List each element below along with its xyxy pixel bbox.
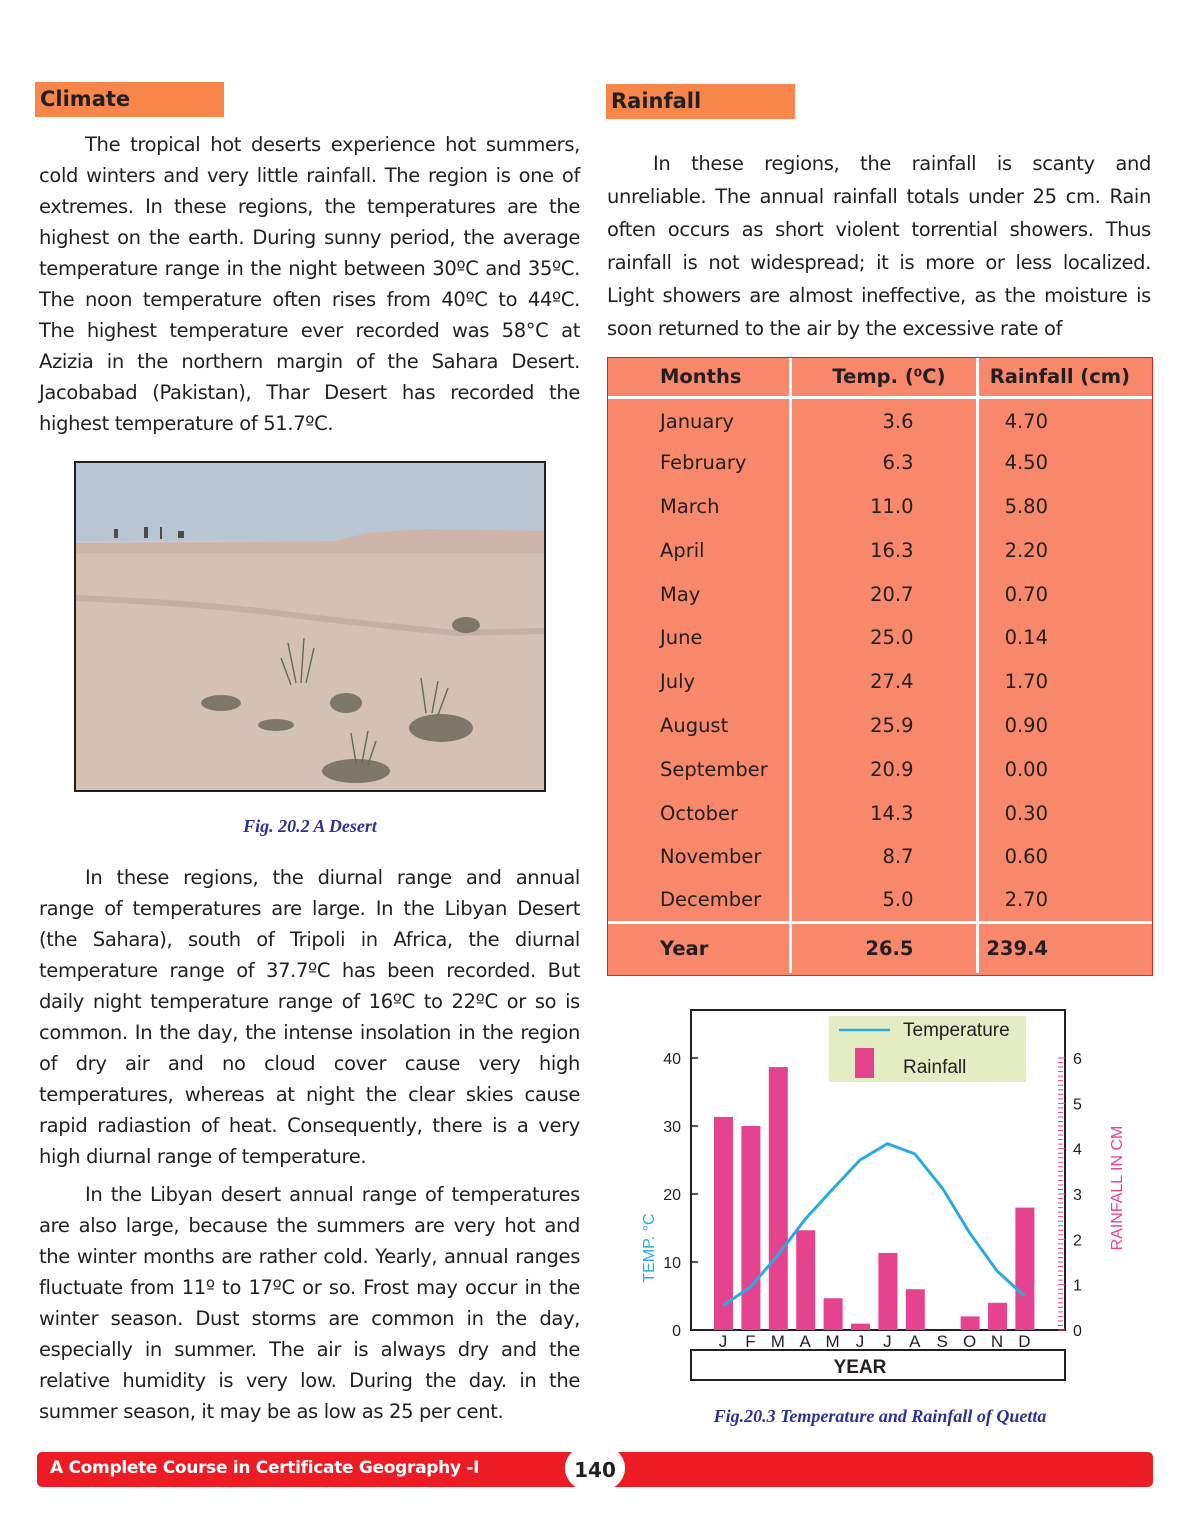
table-row (608, 441, 1152, 485)
table-total-row (608, 923, 1152, 973)
x-tick-label: D (1018, 1332, 1031, 1351)
y2-axis-label: RAINFALL IN CM (1109, 1125, 1126, 1251)
table-row (608, 397, 1152, 441)
rainfall-bar (796, 1230, 815, 1330)
month-cell: October (608, 791, 790, 835)
month-cell: September (608, 747, 790, 791)
y2-tick-label: 5 (1073, 1096, 1082, 1114)
y2-tick-label: 3 (1073, 1187, 1082, 1204)
rainfall-cell: 2.20 (1004, 538, 1048, 562)
y-tick-label: 0 (672, 1323, 681, 1340)
month-cell: July (608, 660, 790, 704)
rainfall-bar (851, 1324, 870, 1330)
month-cell: March (608, 485, 790, 529)
y2-tick-label: 2 (1073, 1232, 1082, 1250)
temp-cell: 25.0 (790, 616, 977, 660)
y2-tick-label: 1 (1073, 1277, 1082, 1295)
rainfall-cell: 2.70 (1004, 888, 1048, 912)
rainfall-bar (714, 1117, 733, 1330)
x-tick-label: F (745, 1332, 756, 1351)
total-label: Year (608, 923, 790, 973)
x-tick-label: A (909, 1332, 921, 1351)
rainfall-bar (878, 1253, 897, 1330)
rainfall-cell: 0.60 (1004, 845, 1048, 869)
rainfall-bar (1015, 1208, 1034, 1330)
diurnal-range-paragraph: In these regions, the diurnal range and annual range of temperatures are large. In the Libyan Desert (the Sahara), south of Tripoli in Africa, the diurnal temperature range of 37.7ºC has been recorded. But daily night temperature range of 16ºC to 22ºC or so is common. In the day, the intense insolation in the region of dry air and no cloud cover cause very high temperatures, whereas at night the clear skies cause rapid radiastion of heat. Consequently, there is a very high diurnal range of temperature. (39, 866, 580, 1168)
total-rainfall: 239.4 (986, 936, 1048, 960)
month-cell: May (608, 572, 790, 616)
rainfall-heading: Rainfall (606, 84, 795, 119)
table-row (608, 879, 1152, 923)
x-tick-label: J (883, 1332, 892, 1351)
temp-cell: 20.9 (790, 747, 977, 791)
y-tick-label: 10 (663, 1255, 681, 1272)
table-row (608, 704, 1152, 748)
y2-tick-label: 4 (1073, 1141, 1082, 1159)
x-tick-label: A (799, 1332, 811, 1351)
page-footer (37, 1452, 1153, 1487)
rainfall-cell: 0.90 (1004, 713, 1048, 737)
rainfall-cell: 5.80 (1004, 494, 1048, 518)
y2-tick-label: 6 (1073, 1051, 1082, 1068)
table-row (608, 835, 1152, 879)
month-cell: November (608, 835, 790, 879)
month-cell: April (608, 528, 790, 572)
rainfall-bar (824, 1298, 843, 1330)
total-temp: 26.5 (790, 923, 977, 973)
table-row (608, 572, 1152, 616)
x-axis-label: YEAR (833, 1357, 887, 1378)
page-number: 140 (565, 1443, 625, 1493)
temperature-line (723, 1144, 1024, 1306)
table-header-row (608, 358, 1152, 397)
y-tick-label: 30 (663, 1119, 681, 1136)
climate-data-table (607, 357, 1153, 976)
x-tick-label: J (718, 1332, 728, 1351)
rainfall-cell: 0.14 (1004, 626, 1048, 650)
table-row (608, 528, 1152, 572)
table-row (608, 485, 1152, 529)
rainfall-bar (906, 1289, 925, 1330)
x-tick-label: N (990, 1332, 1004, 1351)
rainfall-cell: 0.30 (1004, 801, 1048, 825)
table-row (608, 791, 1152, 835)
temp-cell: 3.6 (790, 397, 977, 441)
x-tick-label: M (770, 1332, 785, 1351)
climate-heading: Climate (35, 82, 224, 117)
climate-paragraph: The tropical hot deserts experience hot summers, cold winters and very little rainfall. The region is one of extremes. In these regions, the temperatures are the highest on the earth. During sunny period, the average temperature range in the night between 30ºC and 35ºC. The noon temperature often rises from 40ºC to 44ºC. The highest temperature ever recorded was 58°C at Azizia in the northern margin of the Sahara Desert. Jacobabad (Pakistan), Thar Desert has recorded the highest temperature of 51.7ºC. (39, 133, 580, 435)
rainfall-bar (741, 1126, 760, 1330)
y-axis-label: TEMP. °C (641, 1213, 658, 1283)
temp-cell: 20.7 (790, 572, 977, 616)
month-cell: December (608, 879, 790, 923)
temp-cell: 6.3 (790, 441, 977, 485)
y-tick-label: 20 (663, 1187, 681, 1204)
y-tick-label: 40 (663, 1051, 681, 1068)
table-row (608, 616, 1152, 660)
month-cell: August (608, 704, 790, 748)
rainfall-paragraph: In these regions, the rainfall is scanty and unreliable. The annual rainfall totals under 25 cm. Rain often occurs as short violent torrential showers. Thus rainfall is not widespread; it is more or less localized. Light showers are almost ineffective, as the moisture is soon returned to the air by the excessive rate of (607, 152, 1151, 340)
temp-cell: 5.0 (790, 879, 977, 923)
x-tick-label: O (962, 1332, 977, 1351)
month-cell: January (608, 397, 790, 441)
rainfall-bar (769, 1067, 788, 1330)
legend-rainfall-icon (855, 1048, 874, 1078)
figure-caption-desert: Fig. 20.2 A Desert (243, 816, 377, 836)
rainfall-cell: 4.70 (1004, 410, 1048, 434)
x-tick-label: S (936, 1332, 948, 1351)
legend-temperature-label: Temperature (903, 1020, 1010, 1041)
temp-cell: 25.9 (790, 704, 977, 748)
desert-landscape-image (76, 463, 544, 790)
figure-caption-chart: Fig.20.3 Temperature and Rainfall of Quetta (713, 1406, 1047, 1426)
book-title: A Complete Course in Certificate Geography -I (50, 1458, 480, 1478)
temp-cell: 11.0 (790, 485, 977, 529)
rainfall-cell: 4.50 (1004, 451, 1048, 475)
temp-cell: 27.4 (790, 660, 977, 704)
temperature-rainfall-chart (620, 998, 1140, 1418)
desert-photo (74, 461, 546, 792)
y2-tick-label: 0 (1073, 1323, 1082, 1340)
header-months: Months (608, 358, 790, 397)
table-row (608, 660, 1152, 704)
rainfall-cell: 1.70 (1004, 670, 1048, 694)
header-rainfall: Rainfall (cm) (989, 365, 1130, 389)
rainfall-cell: 0.00 (1004, 757, 1048, 781)
month-cell: February (608, 441, 790, 485)
temp-cell: 8.7 (790, 835, 977, 879)
rainfall-bar (988, 1303, 1007, 1330)
x-tick-label: J (855, 1332, 865, 1351)
temp-cell: 16.3 (790, 528, 977, 572)
annual-range-paragraph: In the Libyan desert annual range of temperatures are also large, because the summers are very hot and the winter months are rather cold. Yearly, annual ranges fluctuate from 11º to 17ºC or so. Frost may occur in the winter season. Dust storms are common in the day, especially in summer. The air is always dry and the relative humidity is very low. During the day. in the summer season, it may be as low as 25 per cent. (39, 1183, 580, 1423)
chart-canvas (620, 998, 1140, 1418)
temp-cell: 14.3 (790, 791, 977, 835)
table-row (608, 747, 1152, 791)
legend-rainfall-label: Rainfall (903, 1057, 967, 1078)
header-temp: Temp. (⁰C) (790, 358, 977, 397)
month-cell: June (608, 616, 790, 660)
x-tick-label: M (825, 1332, 840, 1351)
rainfall-bar (961, 1316, 980, 1330)
rainfall-cell: 0.70 (1004, 582, 1048, 606)
